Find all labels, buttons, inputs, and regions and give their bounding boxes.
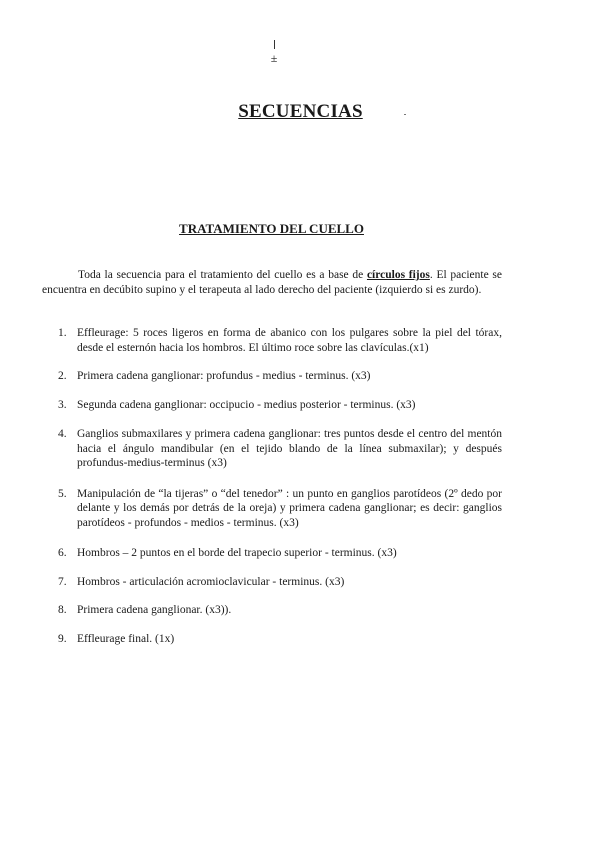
intro-text-before: Toda la secuencia para el tratamiento del cuello es a base de — [78, 269, 367, 281]
step-number: 9. — [58, 632, 67, 645]
list-item — [58, 326, 502, 355]
step-text: Hombros – 2 puntos en el borde del trapecio superior - terminus. (x3) — [77, 547, 397, 559]
intro-paragraph — [42, 268, 502, 297]
list-item — [58, 575, 502, 590]
step-text: Effleurage final. (1x) — [77, 632, 175, 645]
scan-speck — [404, 114, 406, 115]
step-number: 6. — [58, 547, 67, 559]
step-text: Effleurage: 5 roces ligeros en forma de abanico con los pulgares sobre la piel del tórax, desde el esternón hacia los hombros. El último roce sobre las clavículas.(x1) — [77, 327, 502, 354]
list-item — [58, 427, 502, 471]
page-mark — [268, 40, 280, 64]
list-item — [58, 398, 502, 413]
page-mark-symbol: ± — [270, 51, 278, 65]
sequence-steps — [58, 326, 502, 646]
step-text: Hombros - articulación acromioclavicular - terminus. (x3) — [77, 575, 345, 588]
step-number: 5. — [58, 487, 67, 500]
step-text: Manipulación de “la tijeras” o “del tenedor” : un punto en ganglios parotídeos (2º dedo por delante y los demás por detrás de la oreja) y primera cadena ganglionar; es decir: ganglios parotídeos - profundos - medios - terminus. (x3) — [77, 487, 502, 529]
intro-bold-term: círculos fijos — [366, 269, 430, 281]
step-text: Ganglios submaxilares y primera cadena ganglionar: tres puntos desde el centro del mentón hacia el ángulo mandibular (en el tejido blando de la línea submaxilar); y después profundus-medius-terminus (x3) — [77, 428, 502, 469]
step-number: 8. — [58, 604, 67, 616]
step-text: Primera cadena ganglionar: profundus - medius - terminus. (x3) — [77, 370, 371, 382]
intro-text-after: . El paciente se encuentra en decúbito supino y el terapeuta al lado derecho del paciente (izquierdo si es zurdo). — [42, 269, 502, 296]
page-mark-bar — [274, 40, 275, 49]
step-number: 7. — [58, 575, 67, 588]
step-number: 3. — [58, 398, 67, 411]
step-number: 2. — [58, 370, 67, 382]
step-text: Primera cadena ganglionar. (x3)). — [77, 604, 232, 616]
step-text: Segunda cadena ganglionar: occipucio - medius posterior - terminus. (x3) — [77, 398, 416, 411]
list-item — [58, 603, 502, 618]
list-item — [58, 487, 502, 531]
step-number: 4. — [58, 428, 67, 440]
list-item — [58, 632, 502, 647]
list-item — [58, 546, 502, 561]
step-number: 1. — [58, 327, 67, 339]
section-title: TRATAMIENTO DEL CUELLO — [179, 221, 364, 236]
list-item — [58, 369, 502, 384]
page-title: SECUENCIAS — [238, 101, 363, 122]
